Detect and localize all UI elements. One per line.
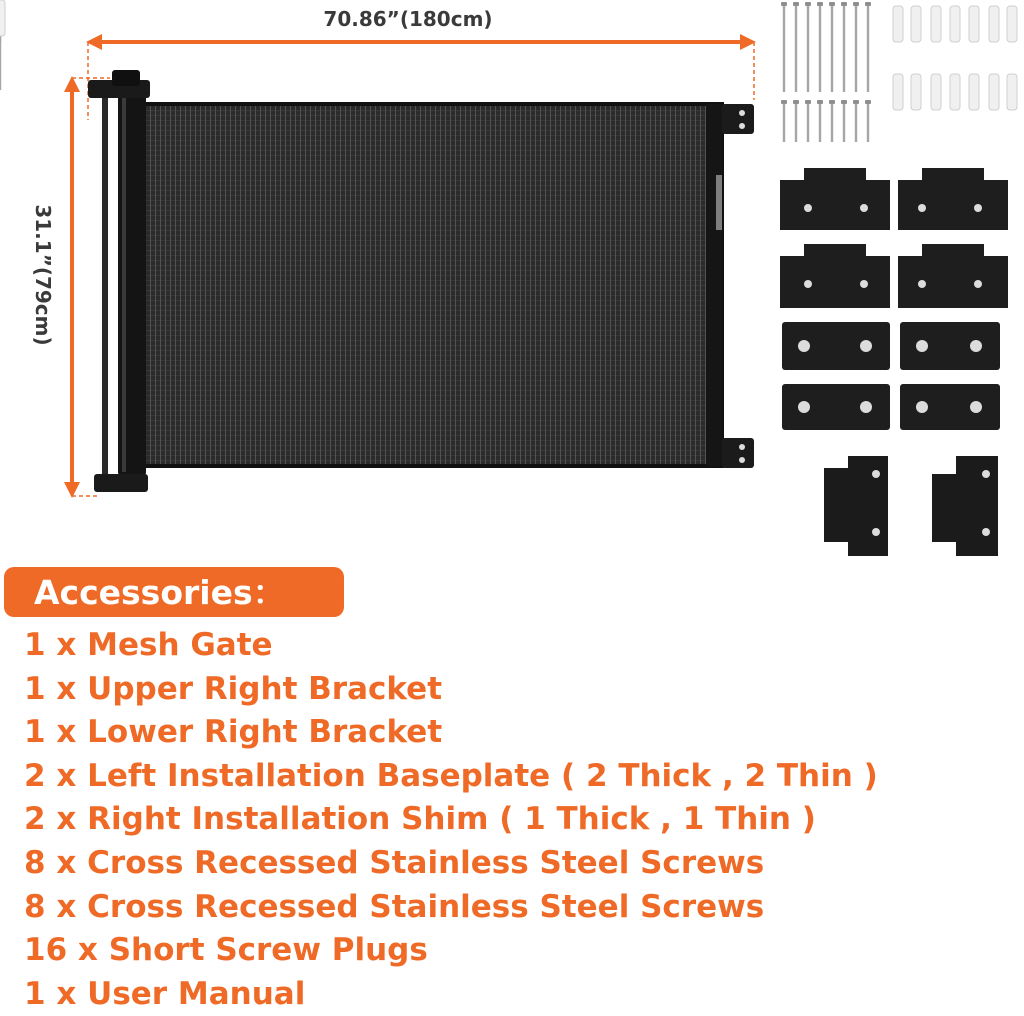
accessories-heading-badge <box>4 567 344 617</box>
baseplates-image <box>780 168 1008 308</box>
list-item: 2 x Left Installation Baseplate ( 2 Thick , 2 Thin ) <box>24 757 878 794</box>
height-dimension <box>31 76 110 498</box>
list-item: 1 x Lower Right Bracket <box>24 714 443 751</box>
width-label: 70.86”(180cm) <box>323 7 493 31</box>
list-item: 16 x Short Screw Plugs <box>24 932 428 969</box>
list-item: 1 x Upper Right Bracket <box>24 670 443 707</box>
list-item: 2 x Right Installation Shim ( 1 Thick , 1 Thin ) <box>24 801 816 838</box>
accessories-title: Accessories： <box>34 573 286 612</box>
screw-plugs-image <box>0 0 1017 110</box>
shims-image <box>782 322 1000 430</box>
mesh-gate-image <box>88 70 754 492</box>
right-brackets-image <box>824 456 998 556</box>
height-label: 31.1”(79cm) <box>31 204 55 346</box>
list-item: 1 x User Manual <box>24 975 306 1012</box>
list-item: 1 x Mesh Gate <box>24 627 273 663</box>
list-item: 8 x Cross Recessed Stainless Steel Screws <box>24 844 765 881</box>
list-item: 8 x Cross Recessed Stainless Steel Screws <box>24 888 765 925</box>
accessories-list <box>24 624 878 1016</box>
